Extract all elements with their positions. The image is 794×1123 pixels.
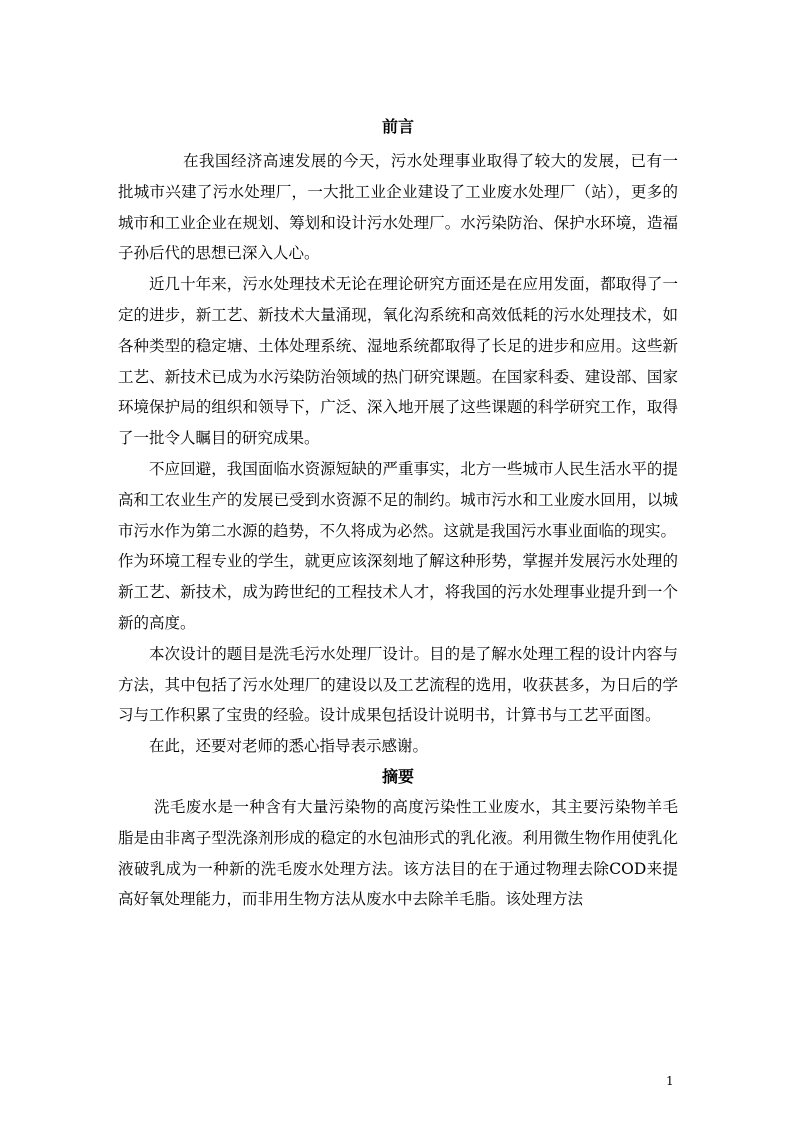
page-number: 1 — [666, 1074, 674, 1088]
abstract-paragraph-1: 洗毛废水是一种含有大量污染物的高度污染性工业废水，其主要污染物羊毛脂是由非离子型洗涤剂形成的稳定的水包油形式的乳化液。利用微生物作用使乳化液破乳成为一种新的洗毛废水处理方法。该方法目的在于通过物理去除COD来提高好氧处理能力，而非用生物方法从废水中去除羊毛脂。该处理方法 — [118, 797, 678, 909]
preface-paragraph-1: 在我国经济高速发展的今天，污水处理事业取得了较大的发展，已有一批城市兴建了污水处理厂，一大批工业企业建设了工业废水处理厂（站），更多的城市和工业企业在规划、筹划和设计污水处理厂。水污染防治、保护水环境，造福子孙后代的思想已深入人心。 — [118, 152, 678, 263]
document-body — [118, 112, 678, 915]
preface-paragraph-4: 作为环境工程专业的学生，就更应该深刻地了解这种形势，掌握并发展污水处理的新工艺、新技术，成为跨世纪的工程技术人才，将我国的污水处理事业提升到一个新的高度。 — [118, 552, 678, 632]
preface-paragraph-3: 不应回避，我国面临水资源短缺的严重事实，北方一些城市人民生活水平的提高和工农业生产的发展已受到水资源不足的制约。城市污水和工业废水回用，以城市污水作为第二水源的趋势，不久将成为必然。这就是我国污水事业面临的现实。 — [118, 459, 678, 540]
preface-paragraph-6: 在此，还要对老师的悉心指导表示感谢。 — [149, 737, 429, 756]
abstract-heading: 摘要 — [381, 766, 414, 786]
preface-heading: 前言 — [381, 117, 414, 136]
preface-paragraph-5: 本次设计的题目是洗毛污水处理厂设计。目的是了解水处理工程的设计内容与方法，其中包括了污水处理厂的建设以及工艺流程的选用，收获甚多，为日后的学习与工作积累了宝贵的经验。设计成果包括设计说明书，计算书与工艺平面图。 — [118, 644, 678, 725]
preface-paragraph-2: 近几十年来，污水处理技术无论在理论研究方面还是在应用发面，都取得了一定的进步，新工艺、新技术大量涌现，氧化沟系统和高效低耗的污水处理技术，如各种类型的稳定塘、土体处理系统、湿地系统都取得了长足的进步和应用。这些新工艺、新技术已成为水污染防治领域的热门研究课题。在国家科委、建设部、国家环境保护局的组织和领导下，广泛、深入地开展了这些课题的科学研究工作，取得了一批令人瞩目的研究成果。 — [118, 275, 678, 448]
